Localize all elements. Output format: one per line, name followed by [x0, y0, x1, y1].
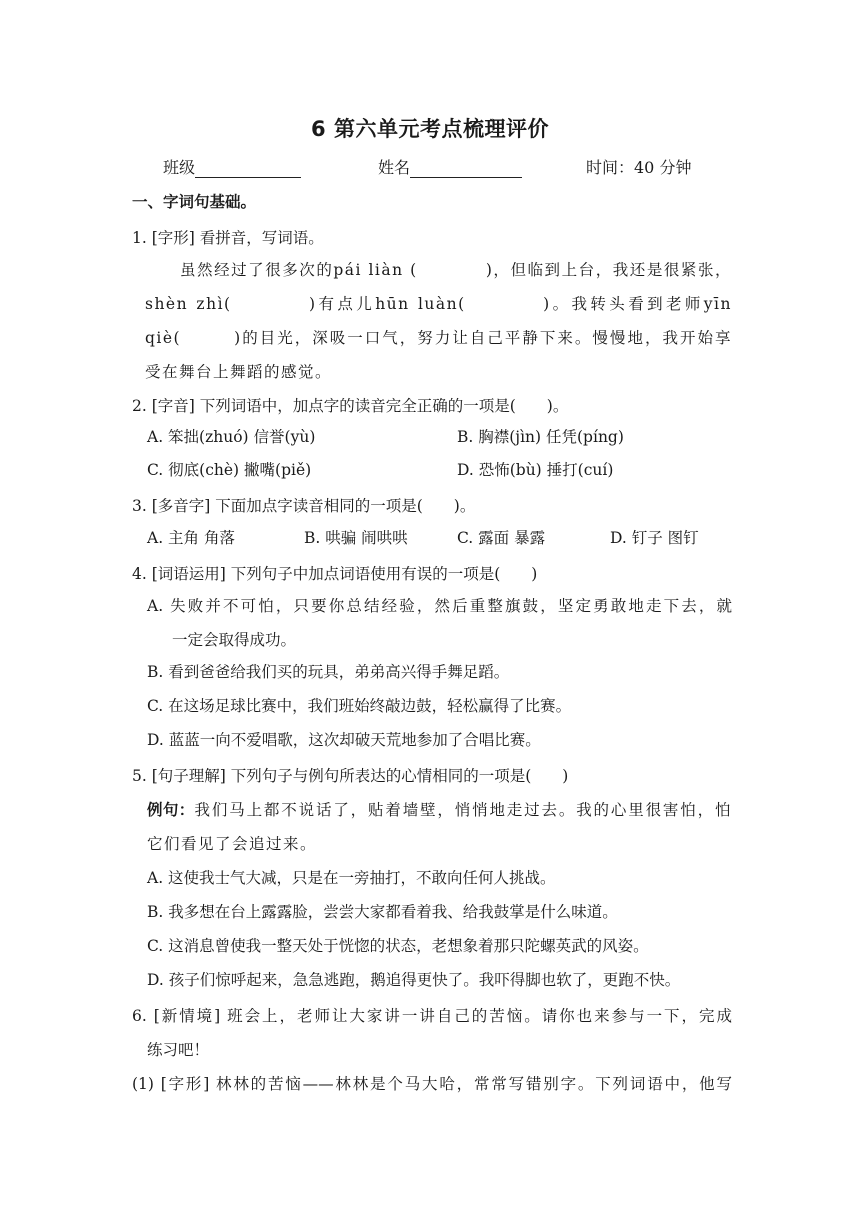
name-label: 姓名 [378, 158, 411, 177]
question-2-option-c[interactable]: C. 彻底(chè) 撇嘴(piě) [147, 461, 312, 479]
question-6-head-line-1: 6. [新情境] 班会上，老师让大家讲一讲自己的苦恼。请你也来参与一下，完成 [132, 1007, 732, 1025]
question-4-option-d[interactable]: D. 蓝蓝一向不爱唱歌，这次却破天荒地参加了合唱比赛。 [147, 731, 541, 749]
question-6-head-line-2: 练习吧！ [147, 1041, 210, 1059]
question-3-head: 3. [多音字] 下面加点字读音相同的一项是( )。 [132, 497, 476, 515]
question-2-head: 2. [字音] 下列词语中，加点字的读音完全正确的一项是( )。 [132, 397, 569, 415]
question-4-head: 4. [词语运用] 下列句子中加点词语使用有误的一项是( ) [132, 565, 538, 583]
question-6-sub-1: (1) [字形] 林林的苦恼——林林是个马大哈，常常写错别字。下列词语中，他写 [132, 1075, 732, 1093]
question-2-option-b[interactable]: B. 胸襟(jìn) 任凭(píng) [457, 428, 624, 446]
example-label: 例句： [147, 800, 195, 819]
question-4-option-c[interactable]: C. 在这场足球比赛中，我们班始终敲边鼓，轻松赢得了比赛。 [147, 697, 572, 715]
example-text: 我们马上都不说话了，贴着墙壁，悄悄地走过去。我的心里很害怕，怕 [194, 801, 732, 819]
question-1-line-4: 受在舞台上舞蹈的感觉。 [145, 363, 333, 381]
question-1-line-2: shèn zhì( )有点儿hūn luàn( )。我转头看到老师yīn [145, 295, 732, 313]
question-1-line-3: qiè( )的目光，深吸一口气，努力让自己平静下来。慢慢地，我开始享 [145, 329, 732, 347]
question-4-option-b[interactable]: B. 看到爸爸给我们买的玩具，弟弟高兴得手舞足蹈。 [147, 663, 510, 681]
question-2-option-a[interactable]: A. 笨拙(zhuó) 信誉(yù) [147, 428, 316, 446]
question-5-head: 5. [句子理解] 下列句子与例句所表达的心情相同的一项是( ) [132, 767, 569, 785]
page-title: 6 第六单元考点梳理评价 [311, 117, 549, 141]
name-field[interactable] [378, 155, 522, 178]
question-5-example-line-1 [147, 798, 732, 820]
question-5-option-d[interactable]: D. 孩子们惊呼起来，急急逃跑，鹅追得更快了。我吓得脚也软了，更跑不快。 [147, 971, 681, 989]
question-2-option-d[interactable]: D. 恐怖(bù) 捶打(cuí) [457, 461, 614, 479]
student-info-line [163, 155, 760, 179]
question-1-line-1: 虽然经过了很多次的pái liàn ( )，但临到上台，我还是很紧张， [180, 261, 732, 279]
question-3-option-b[interactable]: B. 哄骗 闹哄哄 [304, 529, 408, 547]
question-5-option-c[interactable]: C. 这消息曾使我一整天处于恍惚的状态，老想象着那只陀螺英武的风姿。 [147, 937, 649, 955]
question-1-head: 1. [字形] 看拼音，写词语。 [132, 229, 324, 247]
section-heading: 一、字词句基础。 [132, 193, 257, 211]
question-3-option-a[interactable]: A. 主角 角落 [147, 529, 235, 547]
question-5-example-line-2: 它们看见了会追过来。 [147, 835, 318, 853]
name-blank[interactable] [410, 159, 522, 178]
question-3-option-c[interactable]: C. 露面 暴露 [457, 529, 546, 547]
class-field[interactable] [163, 155, 301, 178]
class-label: 班级 [163, 158, 196, 177]
time-info: 时间：40 分钟 [586, 158, 692, 177]
question-3-option-d[interactable]: D. 钉子 图钉 [610, 529, 699, 547]
question-5-option-a[interactable]: A. 这使我士气大减，只是在一旁抽打，不敢向任何人挑战。 [147, 869, 556, 887]
question-4-option-a-cont: 一定会取得成功。 [172, 631, 297, 649]
question-4-option-a[interactable]: A. 失败并不可怕，只要你总结经验，然后重整旗鼓，坚定勇敢地走下去，就 [147, 597, 732, 615]
question-5-option-b[interactable]: B. 我多想在台上露露脸，尝尝大家都看着我、给我鼓掌是什么味道。 [147, 903, 618, 921]
class-blank[interactable] [195, 159, 301, 178]
